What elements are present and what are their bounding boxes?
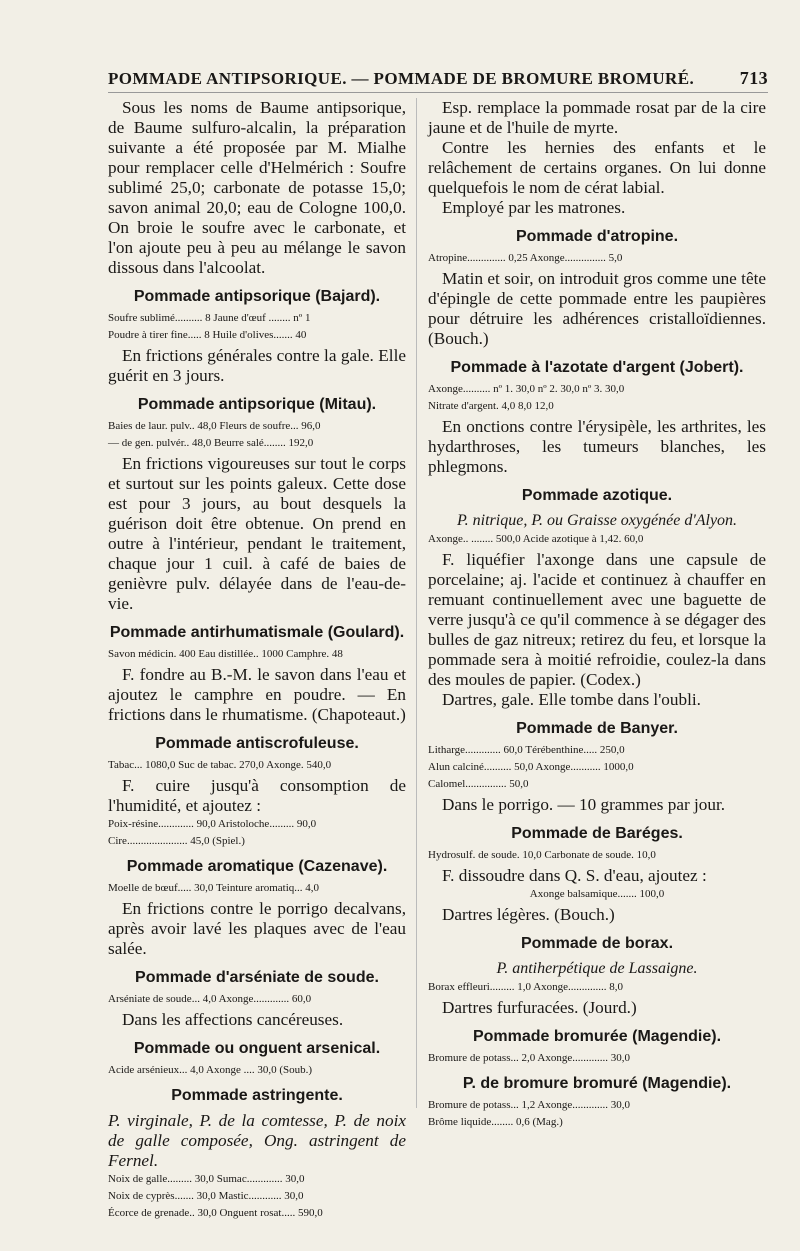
paragraph: Contre les hernies des enfants et le relâchement de certains organes. On lui donne quelquefois le nom de cérat labial. (428, 138, 766, 197)
left-column (108, 98, 406, 1224)
ingredient-row: Baies de laur. pulv.. 48,0 Fleurs de soufre... 96,0 (108, 420, 321, 432)
ingredient-row: Litharge............. 60,0 Térébenthine..... 250,0 (428, 744, 625, 756)
ingredient-row: Écorce de grenade.. 30,0 Onguent rosat..... 590,0 (108, 1207, 323, 1219)
section-title: Pommade azotique. (521, 487, 673, 504)
paragraph: Dans les affections cancéreuses. (122, 1010, 344, 1029)
section-title: Pommade antiscrofuleuse. (155, 735, 359, 752)
ingredient-row: Bromure de potass... 1,2 Axonge............. 30,0 (428, 1099, 630, 1111)
header-title: POMMADE ANTIPSORIQUE. — POMMADE DE BROMURE BROMURÉ. (108, 69, 695, 88)
ingredient-row: Noix de galle......... 30,0 Sumac............. 30,0 (108, 1173, 305, 1185)
paragraph: Dartres légères. (Bouch.) (442, 905, 615, 924)
paragraph: P. virginale, P. de la comtesse, P. de noix de galle composée, Ong. astringent de Fernel. (108, 1111, 406, 1170)
paragraph: Dans le porrigo. — 10 grammes par jour. (442, 795, 726, 814)
ingredient-row: — de gen. pulvér.. 48,0 Beurre salé........ 192,0 (108, 437, 314, 449)
section-title: Pommade antipsorique (Bajard). (133, 288, 381, 305)
ingredient-row: Cire...................... 45,0 (Spiel.) (108, 835, 245, 847)
right-column (428, 98, 766, 1133)
column-divider (416, 98, 417, 1108)
section-title: P. de bromure bromuré (Magendie). (462, 1075, 732, 1092)
running-header (108, 68, 768, 89)
ingredient-row: Calomel............... 50,0 (428, 778, 529, 790)
paragraph: Matin et soir, on introduit gros comme une tête d'épingle de cette pommade entre les paupières pour détruire les adhérences cristalloïdiennes. (Bouch.) (428, 269, 766, 348)
section-title: Pommade à l'azotate d'argent (Jobert). (450, 359, 744, 376)
ingredient-row: Hydrosulf. de soude. 10,0 Carbonate de soude. 10,0 (428, 849, 656, 861)
section-title: Pommade d'arséniate de soude. (135, 969, 379, 986)
ingredient-row: Tabac... 1080,0 Suc de tabac. 270,0 Axonge. 540,0 (108, 759, 332, 771)
paragraph: F. liquéfier l'axonge dans une capsule de porcelaine; aj. l'acide et continuez à chauffer en remuant continuellement avec une baguette de verre jusqu'à ce qu'il commence à se dégager des bulles de gaz nitreux; retirez du feu, et lorsque la pommade sera à moitié refroidie, coulez-la dans des moules de papier. (Codex.) (428, 550, 766, 689)
paragraph: En frictions contre le porrigo decalvans, après avoir lavé les plaques avec de l'eau salée. (108, 899, 406, 958)
paragraph: F. cuire jusqu'à consomption de l'humidité, et ajoutez : (108, 776, 406, 815)
header-rule (108, 92, 768, 93)
section-subtitle: P. antiherpétique de Lassaigne. (496, 960, 698, 977)
section-title: Pommade astringente. (171, 1087, 343, 1104)
section-title: Pommade antipsorique (Mitau). (137, 396, 377, 413)
paragraph: Dartres, gale. Elle tombe dans l'oubli. (442, 690, 701, 709)
ingredient-row: Moelle de bœuf..... 30,0 Teinture aromatiq... 4,0 (108, 882, 320, 894)
section-title: Pommade d'atropine. (515, 228, 679, 245)
paragraph: Employé par les matrones. (442, 198, 626, 217)
ingredient-row: Axonge.......... nº 1. 30,0 nº 2. 30,0 nº 3. 30,0 (428, 383, 625, 395)
paragraph: En frictions générales contre la gale. Elle guérit en 3 jours. (108, 346, 406, 385)
section-title: Pommade antirhumatismale (Goulard). (109, 624, 405, 641)
paragraph: Sous les noms de Baume antipsorique, de Baume sulfuro-alcalin, la préparation suivante a été proposée par M. Mialhe pour remplacer celle d'Helmérich : Soufre sublimé 25,0; carbonate de potasse 15,0; savon animal 20,0; eau de Cologne 100,0. On broie le soufre avec le carbonate, et l'on ajoute peu à peu au mélange le savon dissous dans l'alcoolat. (108, 98, 406, 277)
ingredient-row: Acide arsénieux... 4,0 Axonge .... 30,0 (Soub.) (108, 1064, 313, 1076)
section-title: Pommade aromatique (Cazenave). (126, 858, 388, 875)
ingredient-row: Alun calciné.......... 50,0 Axonge........... 1000,0 (428, 761, 634, 773)
ingredient-row: Bromure de potass... 2,0 Axonge............. 30,0 (428, 1052, 630, 1064)
section-subtitle: P. nitrique, P. ou Graisse oxygénée d'Alyon. (456, 512, 738, 529)
page-number: 713 (739, 68, 768, 88)
ingredient-row: Borax effleuri......... 1,0 Axonge.............. 8,0 (428, 981, 624, 993)
ingredient-row: Axonge.. ........ 500,0 Acide azotique à 1,42. 60,0 (428, 533, 644, 545)
ingredient-row: Atropine.............. 0,25 Axonge............... 5,0 (428, 252, 623, 264)
paragraph: En frictions vigoureuses sur tout le corps et surtout sur les points galeux. Cette dose est pour 3 jours, au bout desquels la guérison doit être obtenue. On prend en outre à l'intérieur, pendant le traitement, chaque jour 1 cuil. à café de baies de genièvre pulv. délayée dans de l'eau-de-vie. (108, 454, 406, 613)
section-title: Pommade de borax. (520, 935, 674, 952)
section-title: Pommade de Baréges. (511, 825, 683, 842)
paragraph: F. fondre au B.-M. le savon dans l'eau et ajoutez le camphre en poudre. — En frictions dans le rhumatisme. (Chapoteaut.) (108, 665, 406, 724)
section-title: Pommade bromurée (Magendie). (472, 1028, 722, 1045)
ingredient-row: Noix de cyprès....... 30,0 Mastic............ 30,0 (108, 1190, 304, 1202)
ingredient-row: Savon médicin. 400 Eau distillée.. 1000 Camphre. 48 (108, 648, 343, 660)
section-title: Pommade de Banyer. (516, 720, 678, 737)
ingredient-row: Brôme liquide........ 0,6 (Mag.) (428, 1116, 563, 1128)
ingredient-row: Poudre à tirer fine..... 8 Huile d'olives....... 40 (108, 329, 307, 341)
paragraph: F. dissoudre dans Q. S. d'eau, ajoutez : (442, 866, 707, 885)
ingredient-row: Nitrate d'argent. 4,0 8,0 12,0 (428, 400, 554, 412)
ingredient-row: Arséniate de soude... 4,0 Axonge............. 60,0 (108, 993, 312, 1005)
paragraph: En onctions contre l'érysipèle, les arthrites, les hydarthroses, les tumeurs blanches, les phlegmons. (428, 417, 766, 476)
ingredient-row: Poix-résine............. 90,0 Aristoloche......... 90,0 (108, 818, 317, 830)
paragraph: Dartres furfuracées. (Jourd.) (442, 998, 637, 1017)
ingredient-row: Soufre sublimé.......... 8 Jaune d'œuf ........ nº 1 (108, 312, 311, 324)
paragraph: Esp. remplace la pommade rosat par de la cire jaune et de l'huile de myrte. (428, 98, 766, 137)
section-title: Pommade ou onguent arsenical. (133, 1040, 381, 1057)
ingredient-row: Axonge balsamique....... 100,0 (529, 888, 665, 900)
